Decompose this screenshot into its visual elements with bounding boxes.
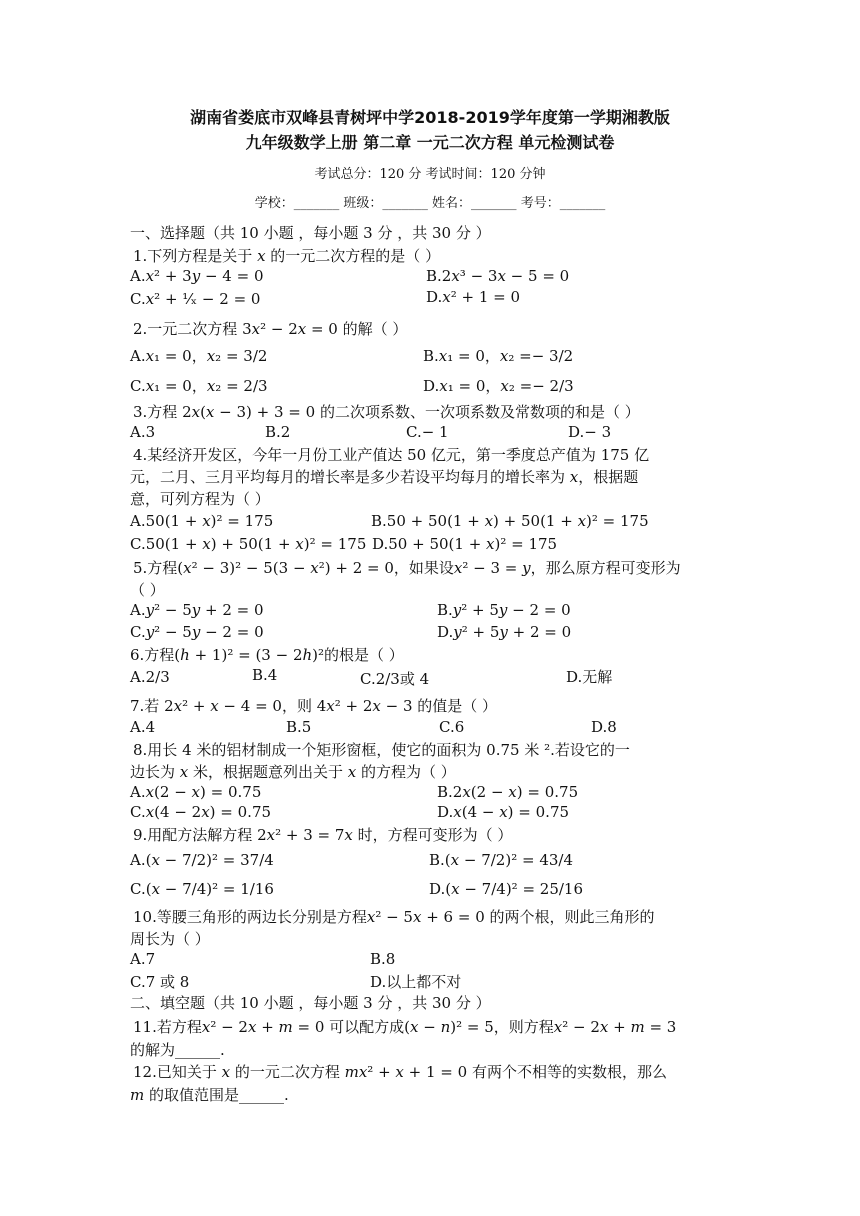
exam-title-line1: 湖南省娄底市双峰县青树坪中学2018-2019学年度第一学期湘教版 [190,108,670,127]
q5-option-d: D.𝑦² + 5𝑦 + 2 = 0 [437,623,572,641]
section1-heading: 一、选择题（共 10 小题 ，每小题 3 分 ，共 30 分 ） [130,224,491,242]
q9-option-a: A.(𝑥 − 7/2)² = 37/4 [130,851,274,869]
q4-option-d: D.50 + 50(1 + 𝑥)² = 175 [372,535,558,553]
q9-stem: 9.用配方法解方程 2𝑥² + 3 = 7𝑥 时，方程可变形为（ ） [133,826,513,844]
q7-option-b: B.5 [286,718,312,736]
q6-option-d: D.无解 [566,668,613,686]
q10-option-b: B.8 [370,950,396,968]
q2-option-b: B.𝑥₁ = 0，𝑥₂ =− 3/2 [423,347,574,365]
q10-option-c: C.7 或 8 [130,973,190,991]
q11-line2: 的解为______. [130,1041,225,1059]
q4-option-b: B.50 + 50(1 + 𝑥) + 50(1 + 𝑥)² = 175 [371,512,649,530]
q3-option-a: A.3 [130,423,156,441]
q8-option-d: D.𝑥(4 − 𝑥) = 0.75 [437,803,570,821]
q2-option-d: D.𝑥₁ = 0，𝑥₂ =− 2/3 [423,377,574,395]
q4-stem-line3: 意，可列方程为（ ） [130,490,270,508]
q9-option-b: B.(𝑥 − 7/2)² = 43/4 [429,851,574,869]
q7-option-c: C.6 [439,718,465,736]
q8-option-b: B.2𝑥(2 − 𝑥) = 0.75 [437,783,579,801]
q8-stem-line2: 边长为 𝑥 米，根据题意列出关于 𝑥 的方程为（ ） [130,763,456,781]
q9-option-c: C.(𝑥 − 7/4)² = 1/16 [130,880,274,898]
exam-info: 考试总分：120 分 考试时间：120 分钟 [314,167,546,182]
q8-stem-line1: 8.用长 4 米的铝材制成一个矩形窗框，使它的面积为 0.75 米 ².若设它的一 [133,741,630,759]
q2-option-a: A.𝑥₁ = 0，𝑥₂ = 3/2 [130,347,268,365]
q12-line1: 12.已知关于 𝑥 的一元二次方程 𝑚𝑥² + 𝑥 + 1 = 0 有两个不相等的实数根，那么 [133,1063,667,1081]
q5-stem-line1: 5.方程(𝑥² − 3)² − 5(3 − 𝑥²) + 2 = 0，如果设𝑥² − 3 = 𝑦，那么原方程可变形为 [133,559,681,577]
q10-option-a: A.7 [130,950,156,968]
q3-option-d: D.− 3 [568,423,612,441]
q5-option-a: A.𝑦² − 5𝑦 + 2 = 0 [130,601,264,619]
q3-stem: 3.方程 2𝑥(𝑥 − 3) + 3 = 0 的二次项系数、一次项系数及常数项的和是（ ） [133,403,640,421]
q4-option-a: A.50(1 + 𝑥)² = 175 [130,512,274,530]
q12-line2: 𝑚 的取值范围是______. [130,1086,289,1104]
q10-stem-line2: 周长为（ ） [130,930,210,948]
q5-option-b: B.𝑦² + 5𝑦 − 2 = 0 [437,601,571,619]
section2-heading: 二、填空题（共 10 小题 ，每小题 3 分 ，共 30 分 ） [130,994,491,1012]
q1-option-c: C.𝑥² + ¹⁄ₓ − 2 = 0 [130,290,261,308]
student-info: 学校：_______ 班级：_______ 姓名：_______ 考号：_______ [254,196,606,211]
q4-option-c: C.50(1 + 𝑥) + 50(1 + 𝑥)² = 175 [130,535,367,553]
q3-option-c: C.− 1 [406,423,449,441]
q1-option-d: D.𝑥² + 1 = 0 [426,288,521,306]
q7-stem: 7.若 2𝑥² + 𝑥 − 4 = 0，则 4𝑥² + 2𝑥 − 3 的值是（ ） [130,697,498,715]
q11-line1: 11.若方程𝑥² − 2𝑥 + 𝑚 = 0 可以配方成(𝑥 − 𝑛)² = 5，则方程𝑥² − 2𝑥 + 𝑚 = 3 [133,1018,677,1036]
q8-option-a: A.𝑥(2 − 𝑥) = 0.75 [130,783,262,801]
q2-stem: 2.一元二次方程 3𝑥² − 2𝑥 = 0 的解（ ） [133,320,408,338]
q4-stem-line1: 4.某经济开发区，今年一月份工业产值达 50 亿元，第一季度总产值为 175 亿 [133,446,650,464]
exam-title-line2: 九年级数学上册 第二章 一元二次方程 单元检测试卷 [245,133,615,152]
q2-option-c: C.𝑥₁ = 0，𝑥₂ = 2/3 [130,377,268,395]
q9-option-d: D.(𝑥 − 7/4)² = 25/16 [429,880,584,898]
q10-option-d: D.以上都不对 [370,973,462,991]
q6-stem: 6.方程(ℎ + 1)² = (3 − 2ℎ)²的根是（ ） [130,646,404,664]
q1-option-b: B.2𝑥³ − 3𝑥 − 5 = 0 [426,267,570,285]
q8-option-c: C.𝑥(4 − 2𝑥) = 0.75 [130,803,272,821]
q6-option-b: B.4 [252,666,278,684]
q3-option-b: B.2 [265,423,291,441]
q7-option-a: A.4 [130,718,156,736]
q7-option-d: D.8 [591,718,617,736]
q1-option-a: A.𝑥² + 3𝑦 − 4 = 0 [130,267,264,285]
q10-stem-line1: 10.等腰三角形的两边长分别是方程𝑥² − 5𝑥 + 6 = 0 的两个根，则此三角形的 [133,908,655,926]
q6-option-c: C.2/3或 4 [360,670,430,688]
q4-stem-line2: 元，二月、三月平均每月的增长率是多少若设平均每月的增长率为 𝑥，根据题 [130,468,639,486]
q6-option-a: A.2/3 [130,668,170,686]
q1-stem: 1.下列方程是关于 𝑥 的一元二次方程的是（ ） [133,247,441,265]
q5-stem-line2: （ ） [130,581,165,599]
q5-option-c: C.𝑦² − 5𝑦 − 2 = 0 [130,623,264,641]
